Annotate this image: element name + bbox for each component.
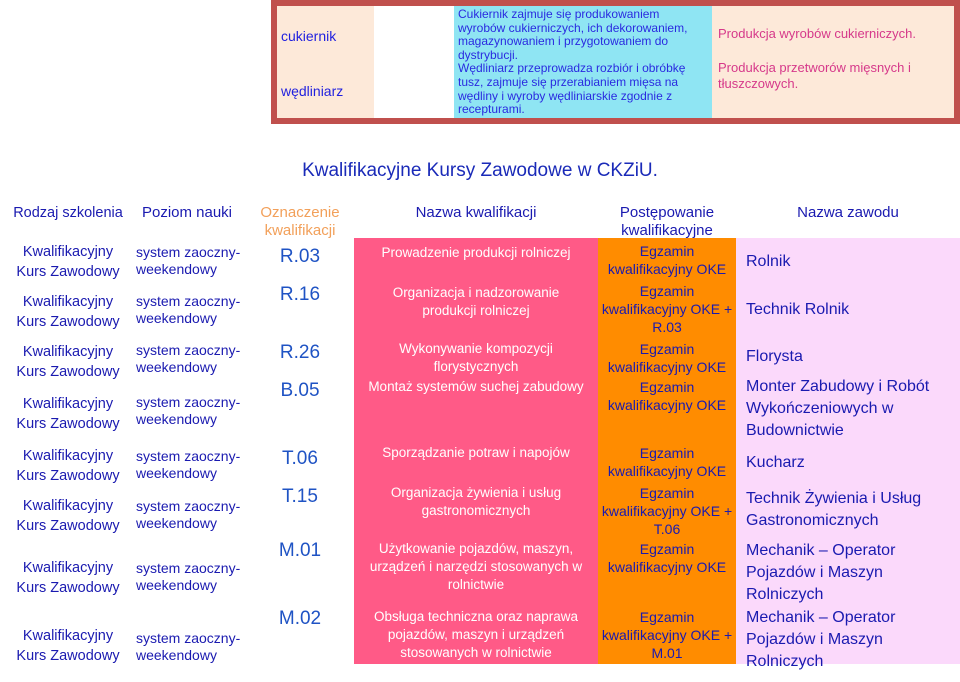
- qualification-name: Sporządzanie potraw i napojów: [382, 445, 570, 460]
- level-cell: system zaoczny-weekendowy: [136, 448, 241, 481]
- column-qualification-name: [354, 204, 598, 664]
- production-cell: [712, 6, 954, 118]
- profession-cell: Mechanik – Operator Pojazdów i Maszyn Rolniczych: [746, 542, 896, 603]
- profession-cell: Monter Zabudowy i Robót Wykończeniowych w Budownictwie: [746, 378, 930, 439]
- level-cell: system zaoczny-weekendowy: [136, 498, 241, 531]
- header-qualification-name: Nazwa kwalifikacji: [415, 204, 537, 221]
- level-cell: system zaoczny-weekendowy: [136, 244, 241, 277]
- training-type-cell: Kwalifikacyjny Kurs Zawodowy: [16, 628, 120, 664]
- job-name: cukiernik: [281, 28, 337, 44]
- production-text: Produkcja wyrobów cukierniczych.: [718, 26, 916, 41]
- profession-cell: Technik Rolnik: [746, 301, 850, 318]
- header-exam: Postępowanie kwalifikacyjne: [619, 204, 715, 239]
- qualification-name: Wykonywanie kompozycji florystycznych: [399, 341, 553, 374]
- exam-cell: Egzamin kwalifikacyjny OKE: [607, 541, 727, 575]
- spacer-cell: [374, 6, 454, 118]
- exam-cell: Egzamin kwalifikacyjny OKE + T.06: [601, 485, 733, 537]
- qualification-code: T.06: [282, 448, 318, 469]
- qualification-code: R.26: [279, 342, 321, 363]
- qualification-code: R.03: [279, 246, 321, 267]
- qualification-code: M.02: [278, 608, 322, 629]
- profession-cell: Mechanik – Operator Pojazdów i Maszyn Rolniczych: [746, 609, 896, 670]
- training-type-cell: Kwalifikacyjny Kurs Zawodowy: [16, 498, 120, 534]
- qualification-code: B.05: [280, 380, 320, 401]
- page-title: Kwalifikacyjne Kursy Zawodowe w CKZiU.: [302, 160, 658, 181]
- column-exam: [598, 204, 736, 664]
- level-cell: system zaoczny-weekendowy: [136, 560, 241, 593]
- production-text: Produkcja przetworów mięsnych i tłuszczowych.: [718, 60, 911, 91]
- profession-cell: Rolnik: [746, 253, 791, 270]
- level-cell: system zaoczny-weekendowy: [136, 342, 241, 375]
- header-code: Oznaczenie kwalifikacji: [260, 204, 340, 239]
- exam-cell: Egzamin kwalifikacyjny OKE: [607, 341, 727, 375]
- job-name: wędliniarz: [281, 83, 344, 99]
- profession-cell: Kucharz: [746, 454, 805, 471]
- profession-cell: Florysta: [746, 348, 803, 365]
- qualification-code: M.01: [278, 540, 322, 561]
- training-type-cell: Kwalifikacyjny Kurs Zawodowy: [16, 448, 120, 484]
- level-cell: system zaoczny-weekendowy: [136, 394, 241, 427]
- profession-cell: Technik Żywienia i Usług Gastronomicznych: [746, 490, 922, 529]
- qualification-code: T.15: [282, 486, 318, 507]
- job-description-cell: [454, 6, 712, 118]
- training-type-cell: Kwalifikacyjny Kurs Zawodowy: [16, 344, 120, 380]
- training-type-cell: Kwalifikacyjny Kurs Zawodowy: [16, 244, 120, 280]
- exam-cell: Egzamin kwalifikacyjny OKE + R.03: [601, 283, 733, 335]
- qualification-name: Użytkowanie pojazdów, maszyn, urządzeń i narzędzi stosowanych w rolnictwie: [369, 541, 583, 592]
- exam-cell: Egzamin kwalifikacyjny OKE: [607, 445, 727, 479]
- qualification-name: Organizacja i nadzorowanie produkcji rolniczej: [392, 285, 560, 318]
- qualification-name: Obsługa techniczna oraz naprawa pojazdów, maszyn i urządzeń stosowanych w rolnictwie: [373, 609, 579, 660]
- training-type-cell: Kwalifikacyjny Kurs Zawodowy: [16, 560, 120, 596]
- header-level: Poziom nauki: [141, 204, 233, 221]
- top-banner-table: [271, 0, 960, 124]
- qualification-code: R.16: [279, 284, 321, 305]
- header-training-type: Rodzaj szkolenia: [13, 205, 123, 221]
- level-cell: system zaoczny-weekendowy: [136, 293, 241, 326]
- training-type-cell: Kwalifikacyjny Kurs Zawodowy: [16, 294, 120, 330]
- qualification-name: Prowadzenie produkcji rolniczej: [381, 245, 571, 260]
- level-cell: system zaoczny-weekendowy: [136, 630, 241, 663]
- exam-cell: Egzamin kwalifikacyjny OKE + M.01: [601, 609, 733, 661]
- exam-cell: Egzamin kwalifikacyjny OKE: [607, 379, 727, 413]
- column-code: [246, 204, 354, 664]
- qualification-name: Organizacja żywienia i usług gastronomicznych: [390, 485, 562, 518]
- job-description: Cukiernik zajmuje się produkowaniem wyrobów cukierniczych, ich dekorowaniem, magazynowaniem i przygotowaniem do dystrybucji.: [458, 7, 688, 62]
- exam-cell: Egzamin kwalifikacyjny OKE: [607, 243, 727, 277]
- column-level: [128, 204, 246, 664]
- job-description: Wędliniarz przeprowadza rozbiór i obróbkę tusz, zajmuje się przerabianiem mięsa na wędliny i wyroby wędliniarskie zgodnie z recepturami.: [458, 61, 686, 117]
- column-profession: [736, 204, 960, 670]
- training-type-cell: Kwalifikacyjny Kurs Zawodowy: [16, 396, 120, 432]
- qualification-name: Montaż systemów suchej zabudowy: [368, 379, 584, 394]
- header-profession: Nazwa zawodu: [797, 204, 899, 221]
